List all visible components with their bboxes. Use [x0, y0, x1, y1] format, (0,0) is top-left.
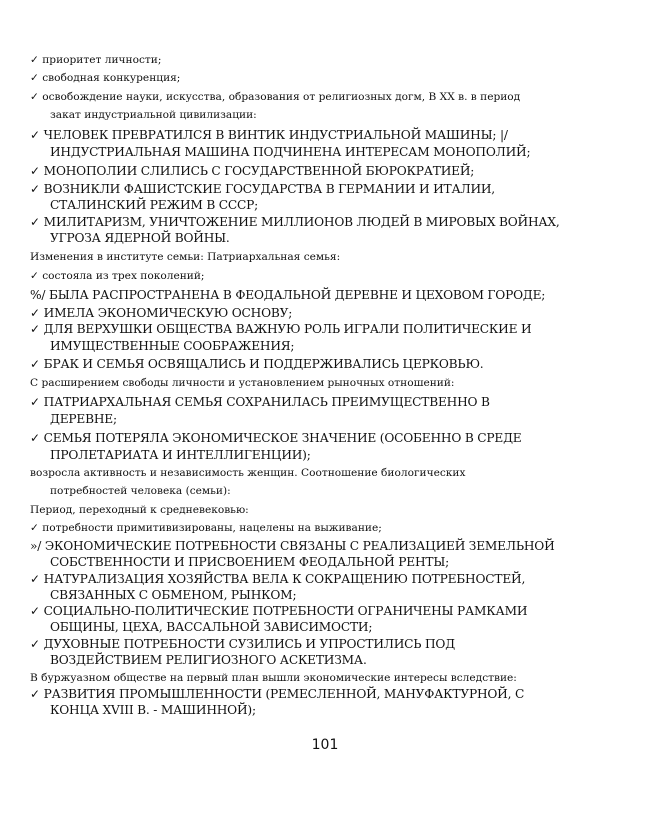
text-line: ✓ потребности примитивизированы, нацелены на выживание; [30, 522, 382, 534]
text-line: ✓ ДЛЯ ВЕРХУШКИ ОБЩЕСТВА ВАЖНУЮ РОЛЬ ИГРАЛИ ПОЛИТИЧЕСКИЕ И [30, 322, 532, 336]
text-line: ✓ НАТУРАЛИЗАЦИЯ ХОЗЯЙСТВА ВЕЛА К СОКРАЩЕНИЮ ПОТРЕБНОСТЕЙ, [30, 572, 526, 586]
text-line: СТАЛИНСКИЙ РЕЖИМ В СССР; [50, 198, 259, 212]
text-line: ✓ ЧЕЛОВЕК ПРЕВРАТИЛСЯ В ВИНТИК ИНДУСТРИАЛЬНОЙ МАШИНЫ; |/ [30, 128, 508, 142]
text-line: потребностей человека (семьи): [50, 485, 231, 497]
text-line: ✓ СОЦИАЛЬНО-ПОЛИТИЧЕСКИЕ ПОТРЕБНОСТИ ОГРАНИЧЕНЫ РАМКАМИ [30, 604, 528, 618]
text-line: ОБЩИНЫ, ЦЕХА, ВАССАЛЬНОЙ ЗАВИСИМОСТИ; [50, 620, 373, 634]
text-line: КОНЦА XVIII В. - МАШИННОЙ); [50, 703, 256, 717]
text-line: УГРОЗА ЯДЕРНОЙ ВОЙНЫ. [50, 231, 230, 245]
text-line: ✓ ДУХОВНЫЕ ПОТРЕБНОСТИ СУЗИЛИСЬ И УПРОСТИЛИСЬ ПОД [30, 637, 455, 651]
text-line: ✓ освобождение науки, искусства, образования от религиозных догм, В XX в. в период [30, 91, 521, 103]
text-line: ✓ БРАК И СЕМЬЯ ОСВЯЩАЛИСЬ И ПОДДЕРЖИВАЛИСЬ ЦЕРКОВЬЮ. [30, 357, 484, 371]
text-line: Изменения в институте семьи: Патриархальная семья: [30, 251, 341, 263]
text-line: »/ ЭКОНОМИЧЕСКИЕ ПОТРЕБНОСТИ СВЯЗАНЫ С РЕАЛИЗАЦИЕЙ ЗЕМЕЛЬНОЙ [30, 539, 555, 553]
text-line: В буржуазном обществе на первый план вышли экономические интересы вследствие: [30, 672, 517, 684]
text-line: ИМУЩЕСТВЕННЫЕ СООБРАЖЕНИЯ; [50, 339, 295, 353]
text-line: С расширением свободы личности и установлением рыночных отношений: [30, 377, 455, 389]
text-line: ✓ ВОЗНИКЛИ ФАШИСТСКИЕ ГОСУДАРСТВА В ГЕРМАНИИ И ИТАЛИИ, [30, 182, 495, 196]
text-line: возросла активность и независимость женщин. Соотношение биологических [30, 467, 466, 479]
text-line: ВОЗДЕЙСТВИЕМ РЕЛИГИОЗНОГО АСКЕТИЗМА. [50, 653, 367, 667]
text-line: СВЯЗАННЫХ С ОБМЕНОМ, РЫНКОМ; [50, 588, 297, 602]
text-line: ✓ РАЗВИТИЯ ПРОМЫШЛЕННОСТИ (РЕМЕСЛЕННОЙ, МАНУФАКТУРНОЙ, С [30, 687, 525, 701]
text-line: закат индустриальной цивилизации: [50, 109, 257, 121]
text-line: ПРОЛЕТАРИАТА И ИНТЕЛЛИГЕНЦИИ); [50, 448, 311, 462]
text-line: ДЕРЕВНЕ; [50, 412, 117, 426]
text-line: ✓ приоритет личности; [30, 54, 162, 66]
text-line: ✓ ПАТРИАРХАЛЬНАЯ СЕМЬЯ СОХРАНИЛАСЬ ПРЕИМУЩЕСТВЕННО В [30, 395, 490, 409]
text-line: ✓ СЕМЬЯ ПОТЕРЯЛА ЭКОНОМИЧЕСКОЕ ЗНАЧЕНИЕ (ОСОБЕННО В СРЕДЕ [30, 431, 522, 445]
text-line: ИНДУСТРИАЛЬНАЯ МАШИНА ПОДЧИНЕНА ИНТЕРЕСАМ МОНОПОЛИЙ; [50, 145, 531, 159]
text-line: ✓ состояла из трех поколений; [30, 270, 205, 282]
text-line: ✓ МОНОПОЛИИ СЛИЛИСЬ С ГОСУДАРСТВЕННОЙ БЮРОКРАТИЕЙ; [30, 164, 475, 178]
text-line: СОБСТВЕННОСТИ И ПРИСВОЕНИЕМ ФЕОДАЛЬНОЙ РЕНТЫ; [50, 555, 450, 569]
text-line: ✓ ИМЕЛА ЭКОНОМИЧЕСКУЮ ОСНОВУ; [30, 306, 293, 320]
text-line: ✓ МИЛИТАРИЗМ, УНИЧТОЖЕНИЕ МИЛЛИОНОВ ЛЮДЕЙ В МИРОВЫХ ВОЙНАХ, [30, 215, 560, 229]
text-line: ✓ свободная конкуренция; [30, 72, 181, 84]
text-line: %/ БЫЛА РАСПРОСТРАНЕНА В ФЕОДАЛЬНОЙ ДЕРЕВНЕ И ЦЕХОВОМ ГОРОДЕ; [30, 288, 546, 302]
page-number: 101 [311, 737, 339, 753]
text-line: Период, переходный к средневековью: [30, 504, 249, 516]
